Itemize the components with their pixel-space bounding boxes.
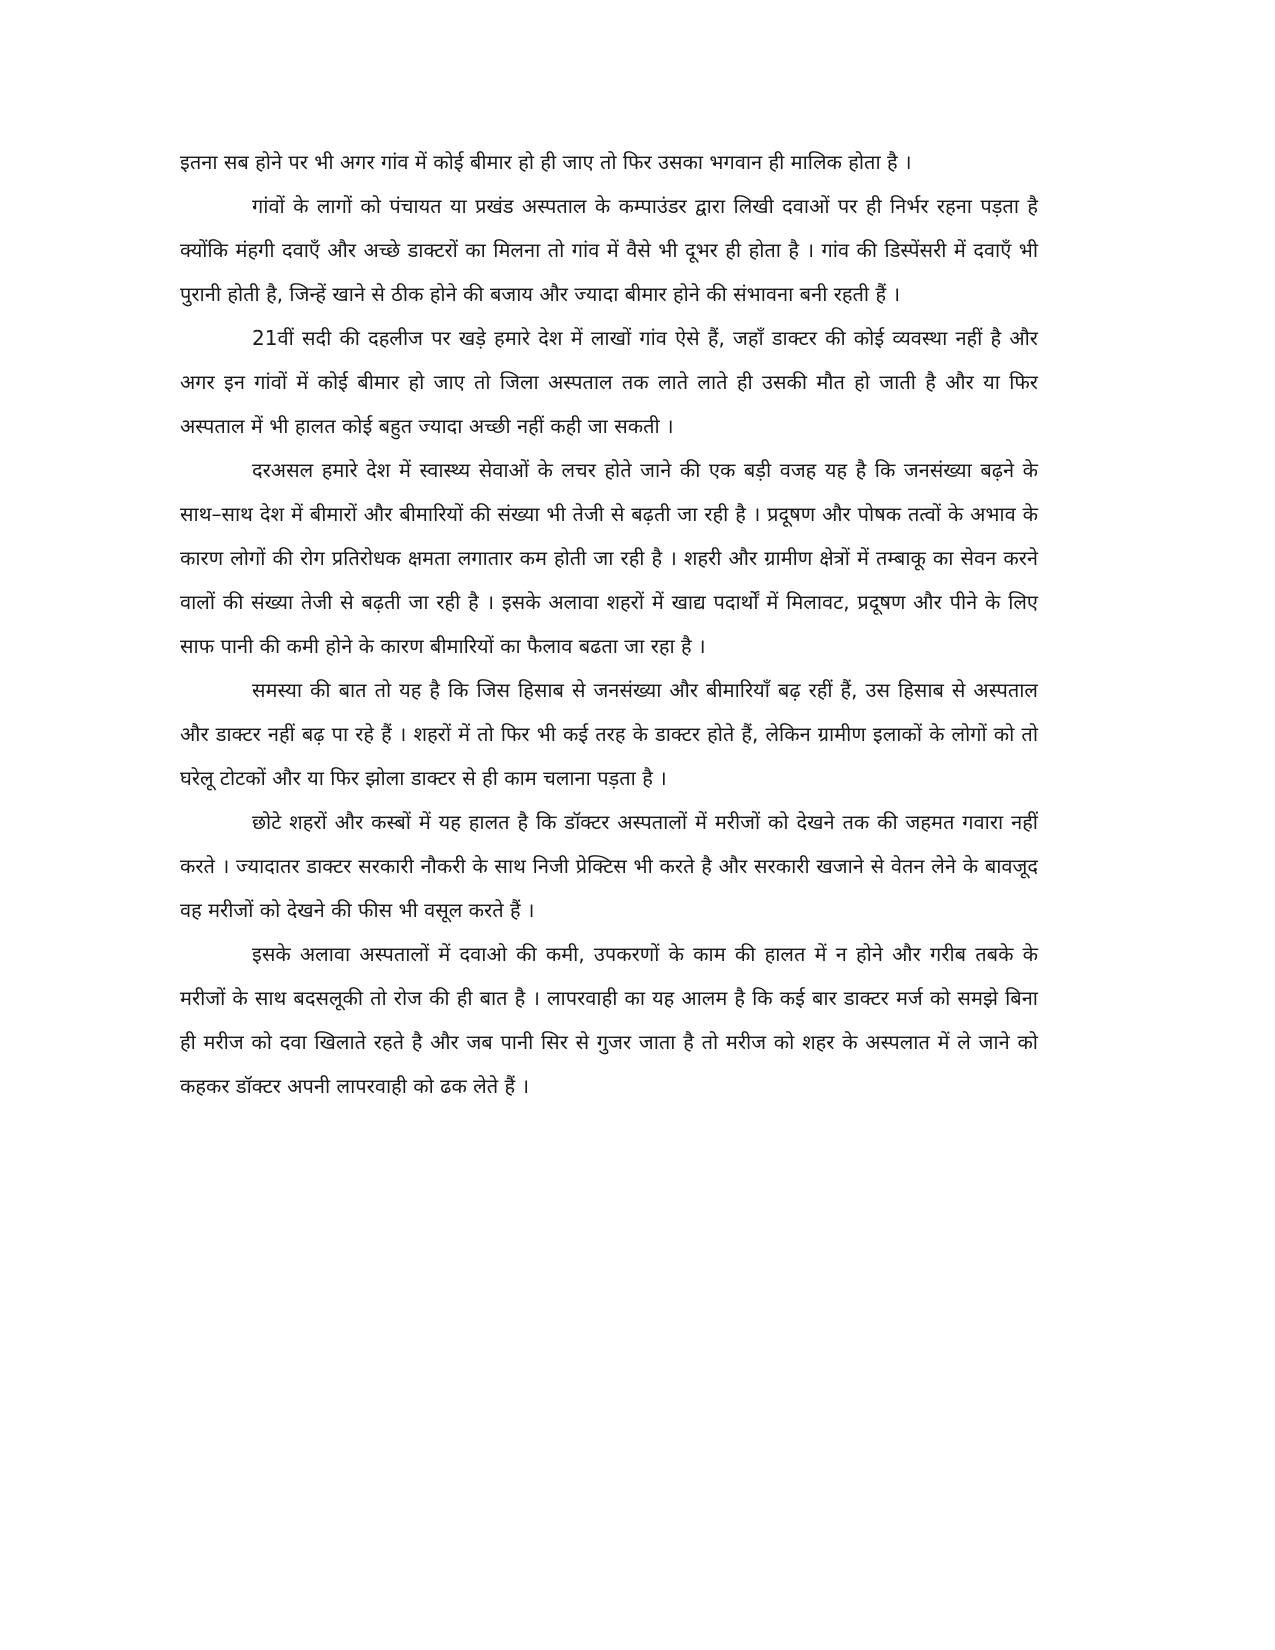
document-body: [180, 140, 1038, 1108]
paragraph-4: दरअसल हमारे देश में स्वास्थ्य सेवाओं के लचर होते जाने की एक बड़ी वजह यह है कि जनसंख्या बढ़ने के साथ–साथ देश में बीमारों और बीमारियों की संख्या भी तेजी से बढ़ती जा रही है । प्रदूषण और पोषक तत्वों के अभाव के कारण लोगों की रोग प्रतिरोधक क्षमता लगातार कम होती जा रही है । शहरी और ग्रामीण क्षेत्रों में तम्बाकू का सेवन करने वालों की संख्या तेजी से बढ़ती जा रही है । इसके अलावा शहरों में खाद्य पदार्थों में मिलावट, प्रदूषण और पीने के लिए साफ पानी की कमी होने के कारण बीमारियों का फैलाव बढता जा रहा है ।: [180, 458, 1038, 658]
paragraph-6: छोटे शहरों और कस्बों में यह हालत है कि डॉक्टर अस्पतालों में मरीजों को देखने तक की जहमत गवारा नहीं करते । ज्यादातर डाक्टर सरकारी नौकरी के साथ निजी प्रेक्टिस भी करते है और सरकारी खजाने से वेतन लेने के बावजूद वह मरीजों को देखने की फीस भी वसूल करते हैं ।: [180, 810, 1038, 922]
paragraph-7: इसके अलावा अस्पतालों में दवाओ की कमी, उपकरणों के काम की हालत में न होने और गरीब तबके के मरीजों के साथ बदसलूकी तो रोज की ही बात है । लापरवाही का यह आलम है कि कई बार डाक्टर मर्ज को समझे बिना ही मरीज को दवा खिलाते रहते है और जब पानी सिर से गुजर जाता है तो मरीज को शहर के अस्पलात में ले जाने को कहकर डॉक्टर अपनी लापरवाही को ढक लेते हैं ।: [180, 942, 1038, 1098]
paragraph-5: समस्या की बात तो यह है कि जिस हिसाब से जनसंख्या और बीमारियाँ बढ़ रहीं हैं, उस हिसाब से अस्पताल और डाक्टर नहीं बढ़ पा रहे हैं । शहरों में तो फिर भी कई तरह के डाक्टर होते हैं, लेकिन ग्रामीण इलाकों के लोगों को तो घरेलू टोटकों और या फिर झोला डाक्टर से ही काम चलाना पड़ता है ।: [180, 678, 1038, 790]
paragraph-1: इतना सब होने पर भी अगर गांव में कोई बीमार हो ही जाए तो फिर उसका भगवान ही मालिक होता है ।: [180, 150, 912, 174]
paragraph-2: गांवों के लागों को पंचायत या प्रखंड अस्पताल के कम्पाउंडर द्वारा लिखी दवाओं पर ही निर्भर रहना पड़ता है क्योंकि मंहगी दवाएँ और अच्छे डाक्टरों का मिलना तो गांव में वैसे भी दूभर ही होता है । गांव की डिस्पेंसरी में दवाएँ भी पुरानी होती है, जिन्हें खाने से ठीक होने की बजाय और ज्यादा बीमार होने की संभावना बनी रहती हैं ।: [180, 194, 1038, 306]
paragraph-3: 21वीं सदी की दहलीज पर खड़े हमारे देश में लाखों गांव ऐसे हैं, जहाँ डाक्टर की कोई व्यवस्था नहीं है और अगर इन गांवों में कोई बीमार हो जाए तो जिला अस्पताल तक लाते लाते ही उसकी मौत हो जाती है और या फिर अस्पताल में भी हालत कोई बहुत ज्यादा अच्छी नहीं कही जा सकती ।: [180, 326, 1038, 438]
